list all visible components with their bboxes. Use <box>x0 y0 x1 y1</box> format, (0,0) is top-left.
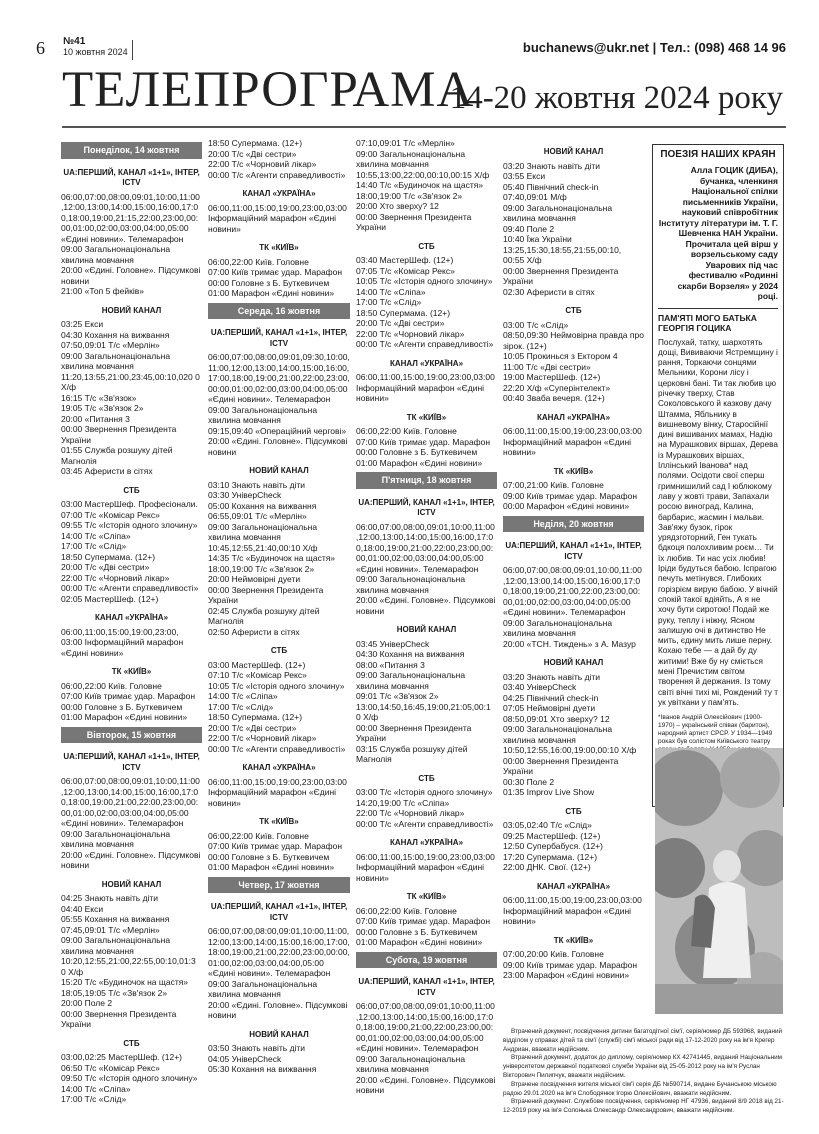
program-line: 00:00 Т/с «Агенти справедливості» <box>356 339 494 349</box>
program-line: 03:00 МастерШеф. (12+) <box>208 659 306 670</box>
program-line: 07:40,09:01 М/ф <box>503 192 567 202</box>
channel-name: UA:ПЕРШИЙ, КАНАЛ «1+1», ІНТЕР, ICTV <box>358 497 495 517</box>
program-line: 17:00 Т/с «Слід» <box>61 541 127 551</box>
channel-name: UA:ПЕРШИЙ, КАНАЛ «1+1», ІНТЕР, ICTV <box>358 977 495 997</box>
program-line: 22:00 ДНК. Свої. (12+) <box>503 862 591 872</box>
program-line: 00:00 Звернення Президента України <box>503 265 619 286</box>
program-line: 18:00,19:00 Т/с «Зв'язок 2» <box>356 190 463 201</box>
program-line: 03:55 Екси <box>503 171 546 181</box>
program-line: 07:00 Київ тримає удар. Марафон <box>208 841 343 851</box>
channel-name: UA:ПЕРШИЙ, КАНАЛ «1+1», ІНТЕР, ICTV <box>505 541 642 561</box>
day-header: Четвер, 17 жовтня <box>208 877 350 894</box>
program-line: 09:00 Загальнонаціональна хвилина мовчання <box>61 828 171 849</box>
program-line: 14:40 Т/с «Будиночок на щастя» <box>356 180 484 190</box>
program-line: 19:05 Т/с «Зв'язок 2» <box>61 403 144 413</box>
program-line: 10:05 Т/с «Історія одного злочину» <box>356 276 493 286</box>
program-line: 03:45 УнiверCheck <box>356 638 430 649</box>
program-line: 09:25 МастерШеф. (12+) <box>503 830 601 841</box>
channel-name: НОВИЙ КАНАЛ <box>101 305 162 315</box>
channel-name: СТБ <box>418 241 435 251</box>
program-line: 09:00 Загальнонаціональна хвилина мовчання <box>61 350 171 371</box>
channel-name: НОВИЙ КАНАЛ <box>101 879 162 889</box>
photo-illustration <box>655 748 783 1014</box>
program-line: 14:00 Т/с «Сліпа» <box>356 286 426 297</box>
program-line: 03:05,02:40 Т/с «Слід» <box>503 820 592 830</box>
channel-name: UA:ПЕРШИЙ, КАНАЛ «1+1», ІНТЕР, ICTV <box>210 902 348 922</box>
channel-name: ТК «КИЇВ» <box>553 466 594 476</box>
issue-date: 10 жовтня 2024 <box>63 47 128 57</box>
program-line: 00:00 Звернення Президента України <box>208 584 324 605</box>
channel-name: КАНАЛ «УКРАЇНА» <box>536 881 611 891</box>
program-line: 03:15 Служба розшуку дітей Магнолія <box>356 743 468 764</box>
program-line: 14:00 Т/с «Сліпа» <box>61 530 131 541</box>
program-line: 01:00 Марафон «Єдині новини» <box>208 862 335 872</box>
program-line: 22:20 Х/ф «Суперінтелект» <box>503 382 611 393</box>
program-line: 08:00 «Питання 3 <box>356 659 425 670</box>
program-line: 06:00,22:00 Київ. Головне <box>208 256 309 267</box>
program-line: 10:45,12:55,21:40,00:10 Х/ф <box>208 542 318 553</box>
program-line: 03:00 МастерШеф. Професіонали. <box>61 499 198 509</box>
program-line: 20:00 Неймовірні дуети <box>208 574 301 584</box>
program-line: 22:00 Т/с «Чорновий лікар» <box>208 159 317 169</box>
channel-name: СТБ <box>565 306 582 315</box>
program-line: 04:05 УнiверCheck <box>208 1053 282 1064</box>
author-photo <box>655 748 783 1014</box>
day-header: Понеділок, 14 жовтня <box>61 142 202 159</box>
program-line: 11:00 Т/с «Дві сестри» <box>503 361 591 372</box>
program-line: 18:00,19:00 Т/с «Зв'язок 2» <box>208 563 315 574</box>
program-line: 07:10 Т/с «Комісар Рекс» <box>208 670 307 680</box>
program-line: 06:50 Т/с «Комісар Рекс» <box>61 1062 160 1073</box>
program-line: 06:00,07:00,08:00,09:01,10:00,11:00,12:00,13:00,14:00,15:00,16:00,17:00,18:00,19:00,21:00,22:00,23:00,00:00,01:00,02:00,03:00,04:00,05:00 «Єдині новини». Телемарафон <box>503 565 642 617</box>
program-line: 09:00 Загальнонаціональна хвилина мовчання <box>208 404 318 425</box>
program-line: 13:25,15:30,18:55,21:55,00:10, 00:55 Х/ф <box>503 244 622 265</box>
program-line: 11:20,13:55,21:00,23:45,00:10,020 0 Х/ф <box>61 371 200 392</box>
schedule-column-1 <box>61 138 202 1105</box>
program-line: 20:00 «Питання 3 <box>61 413 130 424</box>
program-line: 00:00 Звернення Президента України <box>503 755 619 776</box>
legal-notice: Втрачене посвідчення жителя міської сім'ї серія ДБ №590714, видане Бучанською міською радою 29.01.2020 на ім'я Слободянюк Ігорю Олексійович, вважати недійсним. <box>503 1080 777 1097</box>
program-line: 20:00 Хто зверху? 12 <box>356 201 439 211</box>
schedule-column-3 <box>356 138 497 1096</box>
program-line: 06:00,07:00,08:00,09:01,10:00,11:00,12:00,13:00,14:00,15:00,16:00,17:00,18:00,19:00,21:15,22:00,23:00,00:00,01:00,02:00,03:00,04:00,05:00 «Єдині новини». Телемарафон <box>61 191 200 244</box>
program-line: 09:00 Загальнонаціональна хвилина мовчання <box>356 148 466 169</box>
program-line: 06:00,11:00,15:00,19:00,23:00,03:00 Інформаційний марафон «Єдині новини» <box>356 851 495 883</box>
program-line: 22:00 Т/с «Чорновий лікар» <box>356 328 465 339</box>
program-line: 00:00 Т/с «Агенти справедливості» <box>208 743 346 754</box>
channel-name: КАНАЛ «УКРАЇНА» <box>389 358 464 368</box>
program-line: 07:00 Т/с «Комісар Рекс» <box>61 509 160 520</box>
program-line: 00:00 Звернення Президента України <box>61 424 177 445</box>
program-line: 06:00,11:00,15:00,19:00,23:00,03:00 Інформаційний марафон «Єдині новини» <box>503 426 642 457</box>
program-line: 00:30 Поле 2 <box>503 776 555 787</box>
issue-info <box>63 37 128 57</box>
program-line: 17:00 Т/с «Слід» <box>356 297 422 307</box>
program-line: 16:15 Т/с «Зв'язок» <box>61 392 137 403</box>
program-line: 01:35 Improv Live Show <box>503 787 595 797</box>
program-line: 00:00 Звернення Президента України <box>356 722 472 743</box>
program-line: 19:00 МастерШеф. (12+) <box>503 372 601 382</box>
program-line: 00:40 Зваба вечеря. (12+) <box>503 393 605 403</box>
program-line: 09:00 Загальнонаціональна хвилина мовчання <box>356 1053 466 1074</box>
program-line: 07:45,09:01 Т/с «Мерлін» <box>61 924 160 935</box>
channel-name: КАНАЛ «УКРАЇНА» <box>242 763 316 772</box>
program-line: 06:00,07:00,08:00,09:01,10:00,11:00,12:00,13:00,14:00,15:00,16:00,17:00,18:00,19:00,21:00,22:00,23:00,00:00,01:00,02:00,03:00,04:00,05:00 «Єдині новини». Телемарафон <box>356 521 495 574</box>
program-line: 03:25 Екси <box>61 319 104 329</box>
program-line: 00:00 Звернення Президента України <box>61 1008 177 1029</box>
channel-name: ТК «КИЇВ» <box>259 817 299 826</box>
program-line: 06:00,11:00,15:00,19:00,23:00,03:00 Інформаційний марафон «Єдині новини» <box>356 372 495 403</box>
channel-name: СТБ <box>270 646 288 655</box>
program-line: 18:50 Супермама. (12+) <box>61 551 156 562</box>
program-line: 20:00 Т/с «Дві сестри» <box>208 148 297 159</box>
legal-notice: Втрачений документ, додаток до диплому, серія/номер КХ 42741445, виданий Національним університетом державної податкової служби України від 25-05-2012 року на ім'я Руслан Вікторович Пилипчук, вважати недійсним. <box>503 1054 782 1079</box>
program-line: 15:20 Т/с «Будиночок на щастя» <box>61 977 189 987</box>
program-line: 04:25 Північний check-in <box>503 692 599 703</box>
program-line: 00:00 Т/с «Агенти справедливості» <box>356 818 494 829</box>
header-rule <box>62 126 786 128</box>
channel-name: ТК «КИЇВ» <box>406 412 447 422</box>
program-line: 00:00 Т/с «Агенти справедливості» <box>61 583 199 593</box>
program-line: 20:00 Т/с «Дві сестри» <box>356 318 445 328</box>
program-line: 20:00 «Єдині. Головне». Підсумкові новини <box>61 849 201 870</box>
program-line: 06:00,11:00,15:00,19:00,23:00,03:00 Інформаційний марафон «Єдині новини» <box>503 895 642 926</box>
program-line: 02:50 Аферисти в сітях <box>208 626 300 637</box>
program-line: 03:20 Знають навіть діти <box>503 671 601 682</box>
program-line: 00:00 Т/с «Агенти справедливості» <box>208 169 346 180</box>
channel-name: ТК «КИЇВ» <box>553 935 594 945</box>
program-line: 06:00,22:00 Київ. Головне <box>356 905 457 916</box>
program-line: 06:00,11:00,15:00,19:00,23:00,03:00 Інформаційний марафон «Єдині новини» <box>208 776 347 808</box>
program-line: 07:05 Неймовірні дуети <box>503 703 596 713</box>
program-line: 18:05,19:05 Т/с «Зв'язок 2» <box>61 987 168 998</box>
program-line: 05:00 Кохання на вижвання <box>208 500 317 511</box>
program-line: 07:50,09:01 Т/с «Мерлін» <box>61 340 160 350</box>
program-line: 17:00 Т/с «Слід» <box>208 701 274 712</box>
program-line: 20:00 «Єдині. Головне». Підсумкові новини <box>61 265 201 286</box>
program-line: 10:40 Їжа України <box>503 234 572 244</box>
poem-title: ПАМ'ЯТІ МОГО БАТЬКА ГЕОРГІЯ ГОЦИКА <box>658 312 757 333</box>
program-line: 20:00 «Єдині. Головне». Підсумкові новини <box>208 999 348 1020</box>
program-line: 18:50 Супермама. (12+) <box>208 712 303 722</box>
program-line: 09:00 Загальнонаціональна хвилина мовчання <box>61 935 171 956</box>
contacts: buchanews@ukr.net | Тел.: (098) 468 14 96 <box>522 40 786 55</box>
program-line: 14:00 Т/с «Сліпа» <box>61 1083 131 1094</box>
channel-name: КАНАЛ «УКРАЇНА» <box>389 838 464 847</box>
program-line: 07:00 Київ тримає удар. Марафон <box>61 691 196 701</box>
channel-name: НОВИЙ КАНАЛ <box>396 625 457 634</box>
program-line: 21:00 «Топ 5 фейків» <box>61 286 144 296</box>
program-line: 09:40 Поле 2 <box>503 223 555 234</box>
program-line: 04:25 Знають навіть діти <box>61 893 159 903</box>
program-line: 20:00 «ТСН. Тиждень» з А. Мазур <box>503 638 636 649</box>
program-line: 03:10 Знають навіть діти <box>208 479 306 490</box>
program-line: 05:55 Кохання на вижвання <box>61 914 170 924</box>
program-line: 09:50 Т/с «Історія одного злочину» <box>61 1073 198 1083</box>
day-header: Субота, 19 жовтня <box>356 952 497 969</box>
program-line: 01:55 Служба розшуку дітей Магнолія <box>61 445 173 466</box>
program-line: 09:00 Загальнонаціональна хвилина мовчання <box>61 244 171 265</box>
program-line: 18:50 Супермама. (12+) <box>356 307 451 318</box>
program-line: 03:40 УнiверCheck <box>503 682 577 692</box>
program-line: 04:30 Кохання на вижвання <box>61 329 170 340</box>
header-divider <box>132 40 133 60</box>
legal-notice: Втрачений документ, посвідчення дитини багатодітної сім'ї, серія/номер ДБ 593968, виданий відділом у справах дітей та сім'ї (службі) сім'ї міської ради від 17-12-2020 року на ім'я Крегер Андриан, вважати недійсним. <box>503 1028 782 1053</box>
program-line: 02:05 МастерШеф. (12+) <box>61 593 159 604</box>
channel-name: СТБ <box>565 806 582 816</box>
program-line: 09:00 Київ тримає удар. Марафон <box>503 490 638 501</box>
program-line: 22:00 Т/с «Чорновий лікар» <box>61 572 170 583</box>
schedule-column-4 <box>503 138 644 981</box>
program-line: 09:00 Загальнонаціональна хвилина мовчання <box>208 521 318 542</box>
program-line: 02:30 Аферисти в сітях <box>503 286 595 297</box>
program-line: 00:00 Головне з Б. Буткевичем <box>61 701 183 712</box>
channel-name: СТБ <box>123 485 140 495</box>
program-line: 20:00 Поле 2 <box>61 998 113 1008</box>
program-line: 09:01 Т/с «Зв'язок 2» <box>356 691 439 701</box>
channel-name: КАНАЛ «УКРАЇНА» <box>242 189 316 198</box>
program-line: 07:10,09:01 Т/с «Мерлін» <box>356 138 455 148</box>
program-line: 03:00 Т/с «Слід» <box>503 319 569 330</box>
author-intro: Алла ГОЦИК (ДИБА), бучанка, членкиня Національної спілки письменників України, науковий співробітник Інституту літератури ім. Т. Г. Шевченка НАН України. Прочитала цей вірш у ворзельському саду Уварових під час фестивалю «Родинні скарби Ворзеля» у 2024 році. <box>658 165 778 301</box>
channel-name: НОВИЙ КАНАЛ <box>249 1029 309 1039</box>
program-line: 09:00 Київ тримає удар. Марафон <box>503 959 638 970</box>
program-line: 01:00 Марафон «Єдині новини» <box>61 712 188 722</box>
program-line: 06:55,09:01 Т/с «Мерлін» <box>208 511 307 521</box>
program-line: 13:00,14:50,16:45,19:00,21:05,00:1 0 Х/ф <box>356 701 491 722</box>
program-line: 03:40 МастерШеф. (12+) <box>356 255 454 265</box>
program-line: 09:15,09:40 «Операційний чергові» <box>208 425 347 436</box>
program-line: 09:00 Загальнонаціональна хвилина мовчання <box>503 202 613 223</box>
channel-name: ТК «КИЇВ» <box>406 892 447 901</box>
program-line: 07:00,20:00 Київ. Головне <box>503 949 604 959</box>
program-line: 09:00 Загальнонаціональна хвилина мовчання <box>356 670 466 691</box>
program-line: 03:50 Знають навіть діти <box>208 1043 306 1053</box>
legal-notices <box>503 1028 785 1116</box>
day-header: П'ятниця, 18 жовтня <box>356 472 497 489</box>
program-line: 00:00 Головне з Б. Буткевичем <box>356 447 478 457</box>
program-line: 10:05 Прокинься з Ектором 4 <box>503 351 618 361</box>
program-line: 07:00,21:00 Київ. Головне <box>503 480 604 490</box>
program-line: 14:35 Т/с «Будиночок на щастя» <box>208 553 336 563</box>
channel-name: UA:ПЕРШИЙ, КАНАЛ «1+1», ІНТЕР, ICTV <box>63 752 200 772</box>
program-line: 14:00 Т/с «Сліпа» <box>208 691 278 701</box>
program-line: 03:00,02:25 МастерШеф. (12+) <box>61 1052 182 1062</box>
program-line: 05:40 Північний check-in <box>503 181 599 192</box>
program-line: 00:00 Звернення Президента України <box>356 211 472 232</box>
page-number: 6 <box>36 38 45 58</box>
program-line: 07:00 Київ тримає удар. Марафон <box>356 436 491 447</box>
channel-name: НОВИЙ КАНАЛ <box>249 466 309 475</box>
channel-name: КАНАЛ «УКРАЇНА» <box>536 412 611 422</box>
footnote-text: *Іванов Андрій Олексійович (1900-1970) – український співак (баритон), народний артист СРСР. У 1934—1949 роках був солістом Київського театру <box>658 714 773 746</box>
legal-notice: Втрачений документ. Службове посвідчення, серія/номер НГ 47936, виданий 8/9 2018 від 21-12-2019 року на ім'я Солонька Олександр Олександрович, вважати недійсним. <box>503 1098 784 1115</box>
program-line: 06:00,22:00 Київ. Головне <box>356 426 457 436</box>
program-line: 06:00,22:00 Київ. Головне <box>208 830 309 841</box>
program-line: 00:00 Марафон «Єдині новини» <box>503 501 630 511</box>
program-line: 09:00 Загальнонаціональна хвилина мовчання <box>356 574 466 595</box>
program-line: 10:50,12:55,16:00,19:00,00:10 Х/ф <box>503 745 637 755</box>
program-line: 06:00,07:00,08:00,09:01,10:00,11:00,12:00,13:00,14:00,15:00,16:00,17:00,18:00,19:00,21:00,22:00,23:00,00:00,01:00,02:00,03:00,04:00,05:00 «Єдині новини». Телемарафон <box>356 1001 495 1053</box>
program-line: 09:00 Загальнонаціональна хвилина мовчання <box>503 724 613 745</box>
program-line: 20:00 «Єдині. Головне». Підсумкові новини <box>356 595 496 616</box>
schedule-column-2 <box>208 138 350 1075</box>
program-line: 01:00 Марафон «Єдині новини» <box>356 937 483 947</box>
program-line: 10:05 Т/с «Історія одного злочину» <box>208 680 345 691</box>
program-line: 20:00 «Єдині. Головне». Підсумкові новини <box>356 1074 496 1095</box>
program-line: 22:00 Т/с «Чорновий лікар» <box>208 733 317 743</box>
program-line: 06:00,11:00,15:00,19:00,23:00,03:00 Інформаційний марафон «Єдині новини» <box>208 202 347 234</box>
program-line: 07:00 Київ тримає удар. Марафон <box>208 267 343 277</box>
program-line: 00:00 Головне з Б. Буткевичем <box>208 277 330 288</box>
channel-name: КАНАЛ «УКРАЇНА» <box>94 613 169 622</box>
channel-name: UA:ПЕРШИЙ, КАНАЛ «1+1», ІНТЕР, ICTV <box>210 328 348 348</box>
program-line: 00:00 Головне з Б. Буткевичем <box>356 926 478 937</box>
channel-name: UA:ПЕРШИЙ, КАНАЛ «1+1», ІНТЕР, ICTV <box>63 167 200 187</box>
program-line: 08:50,09:01 Хто зверху? 12 <box>503 713 610 724</box>
program-line: 23:00 Марафон «Єдині новини» <box>503 970 630 980</box>
program-line: 01:00 Марафон «Єдині новини» <box>356 457 483 468</box>
program-line: 01:00 Марафон «Єдині новини» <box>208 288 335 298</box>
program-line: 18:50 Супермама. (12+) <box>208 138 303 148</box>
poetry-title: ПОЕЗІЯ НАШИХ КРАЯН <box>660 149 776 160</box>
program-line: 06:00,07:00,08:00,09:01,10:00,11:00,12:00,13:00,14:00,15:00,16:00,17:00,18:00,19:00,21:00,22:00,23:00,00:00,01:00,02:00,03:00,04:00,05:00 «Єдині новини». Телемарафон <box>208 926 350 978</box>
program-line: 20:00 Т/с «Дві сестри» <box>61 562 150 572</box>
program-line: 03:20 Знають навіть діти <box>503 160 601 171</box>
week-dates: 14-20 жовтня 2024 року <box>449 80 783 116</box>
channel-name: НОВИЙ КАНАЛ <box>543 658 604 667</box>
program-line: 07:05 Т/с «Комісар Рекс» <box>356 265 455 276</box>
channel-name: НОВИЙ КАНАЛ <box>543 147 604 156</box>
program-line: 10:20,12:55,21:00,22:55,00:10,01:3 0 Х/ф <box>61 956 196 977</box>
program-line: 08:50,09:30 Неймовірна правда про зірок. (12+) <box>503 330 644 351</box>
program-line: 00:00 Головне з Б. Буткевичем <box>208 851 330 862</box>
poetry-divider <box>658 308 778 309</box>
program-line: 09:00 Загальнонаціональна хвилина мовчання <box>208 978 318 999</box>
page-title: ТЕЛЕПРОГРАМА <box>62 62 475 118</box>
channel-name: СТБ <box>123 1038 140 1048</box>
program-line: 09:55 Т/с «Історія одного злочину» <box>61 520 198 530</box>
poem-text: Послухай, татку, шархотять дощі, Вививаючи Ястремщину і рання, Торкаючи сонцями Мельники, Корони лісу і церковні бані. Ти так любив цю річечку тверху, Став Соколовського й казкову дачу Штамма, Ябльнику в вишневому вінку, Старосійнії дині вишиваних мамах, Надію на Мурашкових віршах, Дерева із Мурашкових віршах, Іллінський Іванова* над полями. Осідоти свої сперш гримнишилий сад І юблюкому лаву у жовті трави, Запахали росою виноград, Калина, барбарис, жасмин і мальви. Зав'яжу бузок, гірок урядзготорний, Ген тукать бдкоця полохливим роєм… Ти їх любив. Ти нас усіх любив! Іріди будуться бабою. Іспрагою печуть метінувся. Глибоких горізрієм вирую бабою. У вічній спокій такої вдіяйть, А я не хочу бути сиротою! Подай же руку, теплу і ніжну, Ясном залишую очі в дитинство Не мить, єдину мить лише перну. Кохаю тебе — а дай бу ду житими! Вже бу ну сміється мені Пречистим світом творення й держания. Із тому світі вічні тихі мі, Рождений ту т ук увіткани у пам'ять. <box>658 337 778 707</box>
program-line: 03:45 Аферисти в сітях <box>61 466 153 476</box>
program-line: 14:20,19:00 Т/с «Сліпа» <box>356 797 450 808</box>
program-line: 09:00 Загальнонаціональна хвилина мовчання <box>503 617 613 638</box>
channel-name: СТБ <box>418 773 435 783</box>
program-line: 10:55,13:00,22:00,00:10,00:15 Х/ф <box>356 169 490 180</box>
day-header: Середа, 16 жовтня <box>208 303 350 320</box>
program-line: 17:20 Супермама. (12+) <box>503 851 598 862</box>
program-line: 06:00,11:00,15:00,19:00,23:00, 03:00 Інформаційний марафон «Єдині новини» <box>61 626 184 658</box>
channel-name: ТК «КИЇВ» <box>259 243 299 252</box>
program-line: 05:30 Кохання на вижвання <box>208 1064 317 1074</box>
program-line: 04:30 Кохання на вижвання <box>356 649 465 659</box>
program-line: 02:45 Служба розшуку дітей Магнолія <box>208 605 320 626</box>
channel-name: ТК «КИЇВ» <box>111 667 152 676</box>
program-line: 20:00 Т/с «Дві сестри» <box>208 722 297 733</box>
program-line: 20:00 «Єдині. Головне». Підсумкові новини <box>208 436 348 457</box>
program-line: 17:00 Т/с «Слід» <box>61 1094 127 1104</box>
program-line: 06:00,07:00,08:00,09:01,09:30,10:00,11:00,12:00,13:00,14:00,15:00,16:00,17:00,18:00,19:00,21:00,22:00,23:00,00:00,01:00,02:00,03:00,04:00,05:00 «Єдині новини». Телемарафон <box>208 352 350 404</box>
poetry-box <box>652 144 784 807</box>
program-line: 06:00,22:00 Київ. Головне <box>61 680 162 691</box>
day-header: Неділя, 20 жовтня <box>503 516 644 533</box>
program-line: 07:00 Київ тримає удар. Марафон <box>356 916 491 926</box>
program-line: 06:00,07:00,08:00,09:01,10:00,11:00,12:00,13:00,14:00,15:00,16:00,17:00,18:00,19:00,21:00,22:00,23:00,00:00,01:00,02:00,03:00,04:00,05:00 «Єдині новини». Телемарафон <box>61 776 200 828</box>
program-line: 03:00 Т/с «Історія одного злочину» <box>356 787 493 797</box>
issue-number: №41 <box>63 36 86 47</box>
program-line: 12:50 Супербабуся. (12+) <box>503 841 603 851</box>
day-header: Вівторок, 15 жовтня <box>61 727 202 744</box>
program-line: 04:40 Екси <box>61 903 104 914</box>
program-line: 22:00 Т/с «Чорновий лікар» <box>356 808 465 818</box>
program-line: 03:30 УнiверCheck <box>208 490 282 500</box>
